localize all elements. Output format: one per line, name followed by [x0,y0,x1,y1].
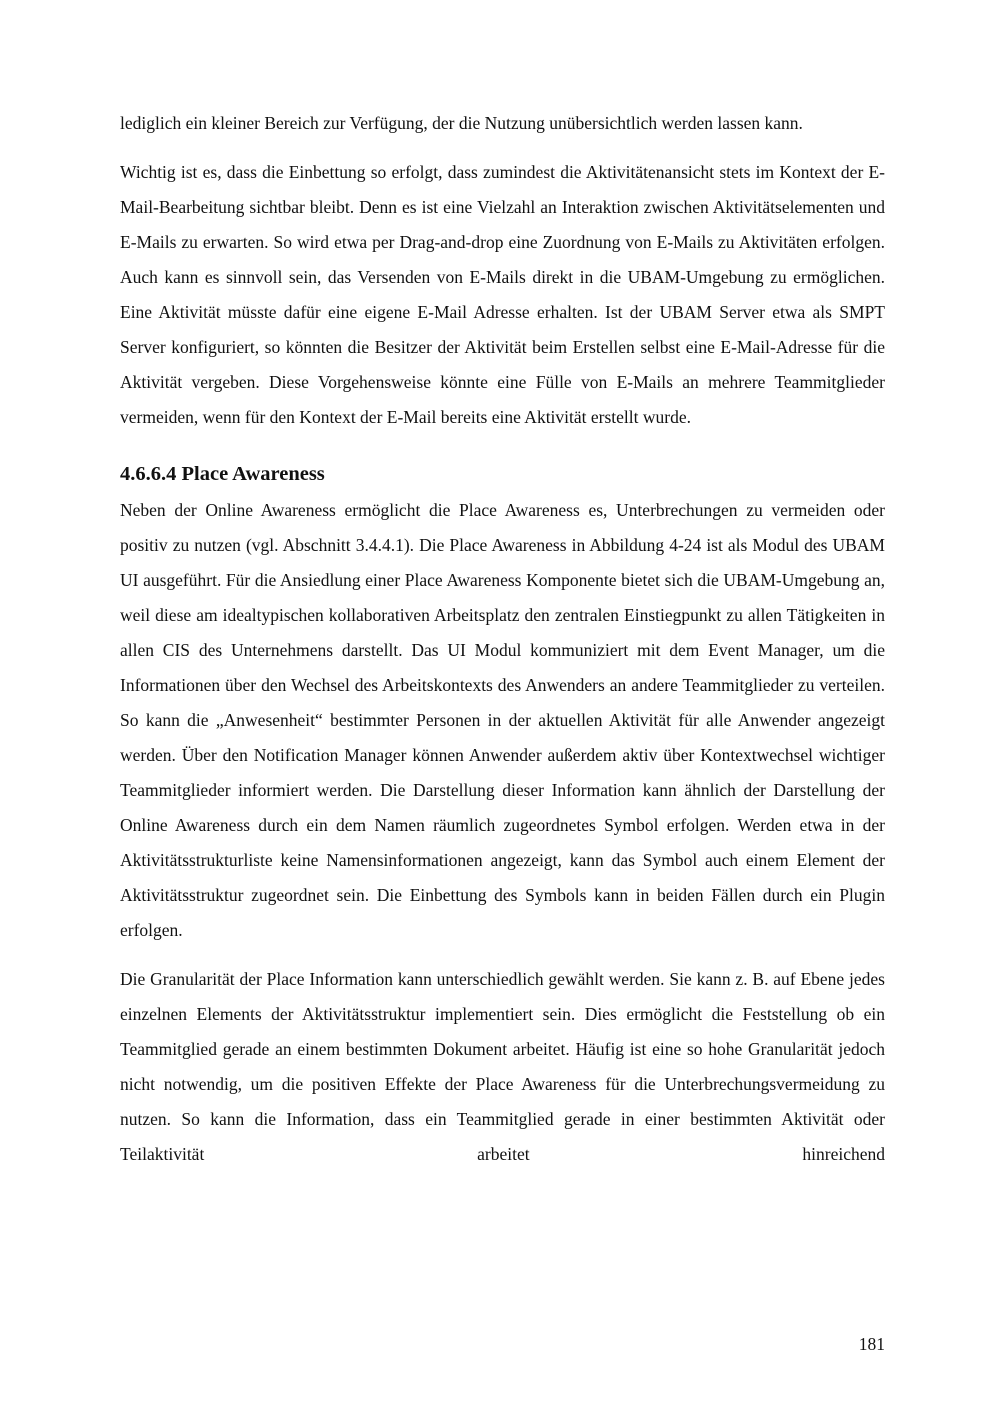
page-body [120,106,885,1172]
paragraph: Wichtig ist es, dass die Einbettung so erfolgt, dass zumindest die Aktivitätenansicht stets im Kontext der E-Mail-Bearbeitung sichtbar bleibt. Denn es ist eine Vielzahl an Interaktion zwischen Aktivitätselementen und E-Mails zu erwarten. So wird etwa per Drag-and-drop eine Zuordnung von E-Mails zu Aktivitäten erfolgen. Auch kann es sinnvoll sein, das Versenden von E-Mails direkt in die UBAM-Umgebung zu ermöglichen. Eine Aktivität müsste dafür eine eigene E-Mail Adresse erhalten. Ist der UBAM Server etwa als SMPT Server konfiguriert, so könnten die Besitzer der Aktivität beim Erstellen selbst eine E-Mail-Adresse für die Aktivität vergeben. Diese Vorgehensweise könnte eine Fülle von E-Mails an mehrere Teammitglieder vermeiden, wenn für den Kontext der E-Mail bereits eine Aktivität erstellt wurde. [120,162,885,427]
page-number: 181 [858,1334,885,1354]
paragraph: Neben der Online Awareness ermöglicht die Place Awareness es, Unterbrechungen zu vermeiden oder positiv zu nutzen (vgl. Abschnitt 3.4.4.1). Die Place Awareness in Abbildung 4-24 ist als Modul des UBAM UI ausgeführt. Für die Ansiedlung einer Place Awareness Komponente bietet sich die UBAM-Umgebung an, weil diese am idealtypischen kollaborativen Arbeitsplatz den zentralen Einstiegpunkt zu allen Tätigkeiten in allen CIS des Unternehmens darstellt. Das UI Modul kommuniziert mit dem Event Manager, um die Informationen über den Wechsel des Arbeitskontexts des Anwenders an andere Teammitglieder zu verteilen. So kann die „Anwesenheit“ bestimmter Personen in der aktuellen Aktivität für alle Anwender angezeigt werden. Über den Notification Manager können Anwender außerdem aktiv über Kontextwechsel wichtiger Teammitglieder informiert werden. Die Darstellung dieser Information kann ähnlich der Darstellung der Online Awareness durch ein dem Namen räumlich zugeordnetes Symbol erfolgen. Werden etwa in der Aktivitätsstrukturliste keine Namensinformationen angezeigt, kann das Symbol auch einem Element der Aktivitätsstruktur zugeordnet sein. Die Einbettung des Symbols kann in beiden Fällen durch ein Plugin erfolgen. [120,500,885,940]
section-heading: 4.6.6.4 Place Awareness [120,463,325,485]
paragraph: Die Granularität der Place Information kann unterschiedlich gewählt werden. Sie kann z. B. auf Ebene jedes einzelnen Elements der Aktivitätsstruktur implementiert sein. Dies ermöglicht die Feststellung ob ein Teammitglied gerade an einem bestimmten Dokument arbeitet. Häufig ist eine so hohe Granularität jedoch nicht notwendig, um die positiven Effekte der Place Awareness für die Unterbrechungsvermeidung zu nutzen. So kann die Information, dass ein Teammitglied gerade in einer bestimmten Aktivität oder Teilaktivität arbeitet hinreichend [120,969,885,1164]
paragraph: lediglich ein kleiner Bereich zur Verfügung, der die Nutzung unübersichtlich werden lassen kann. [120,113,803,133]
